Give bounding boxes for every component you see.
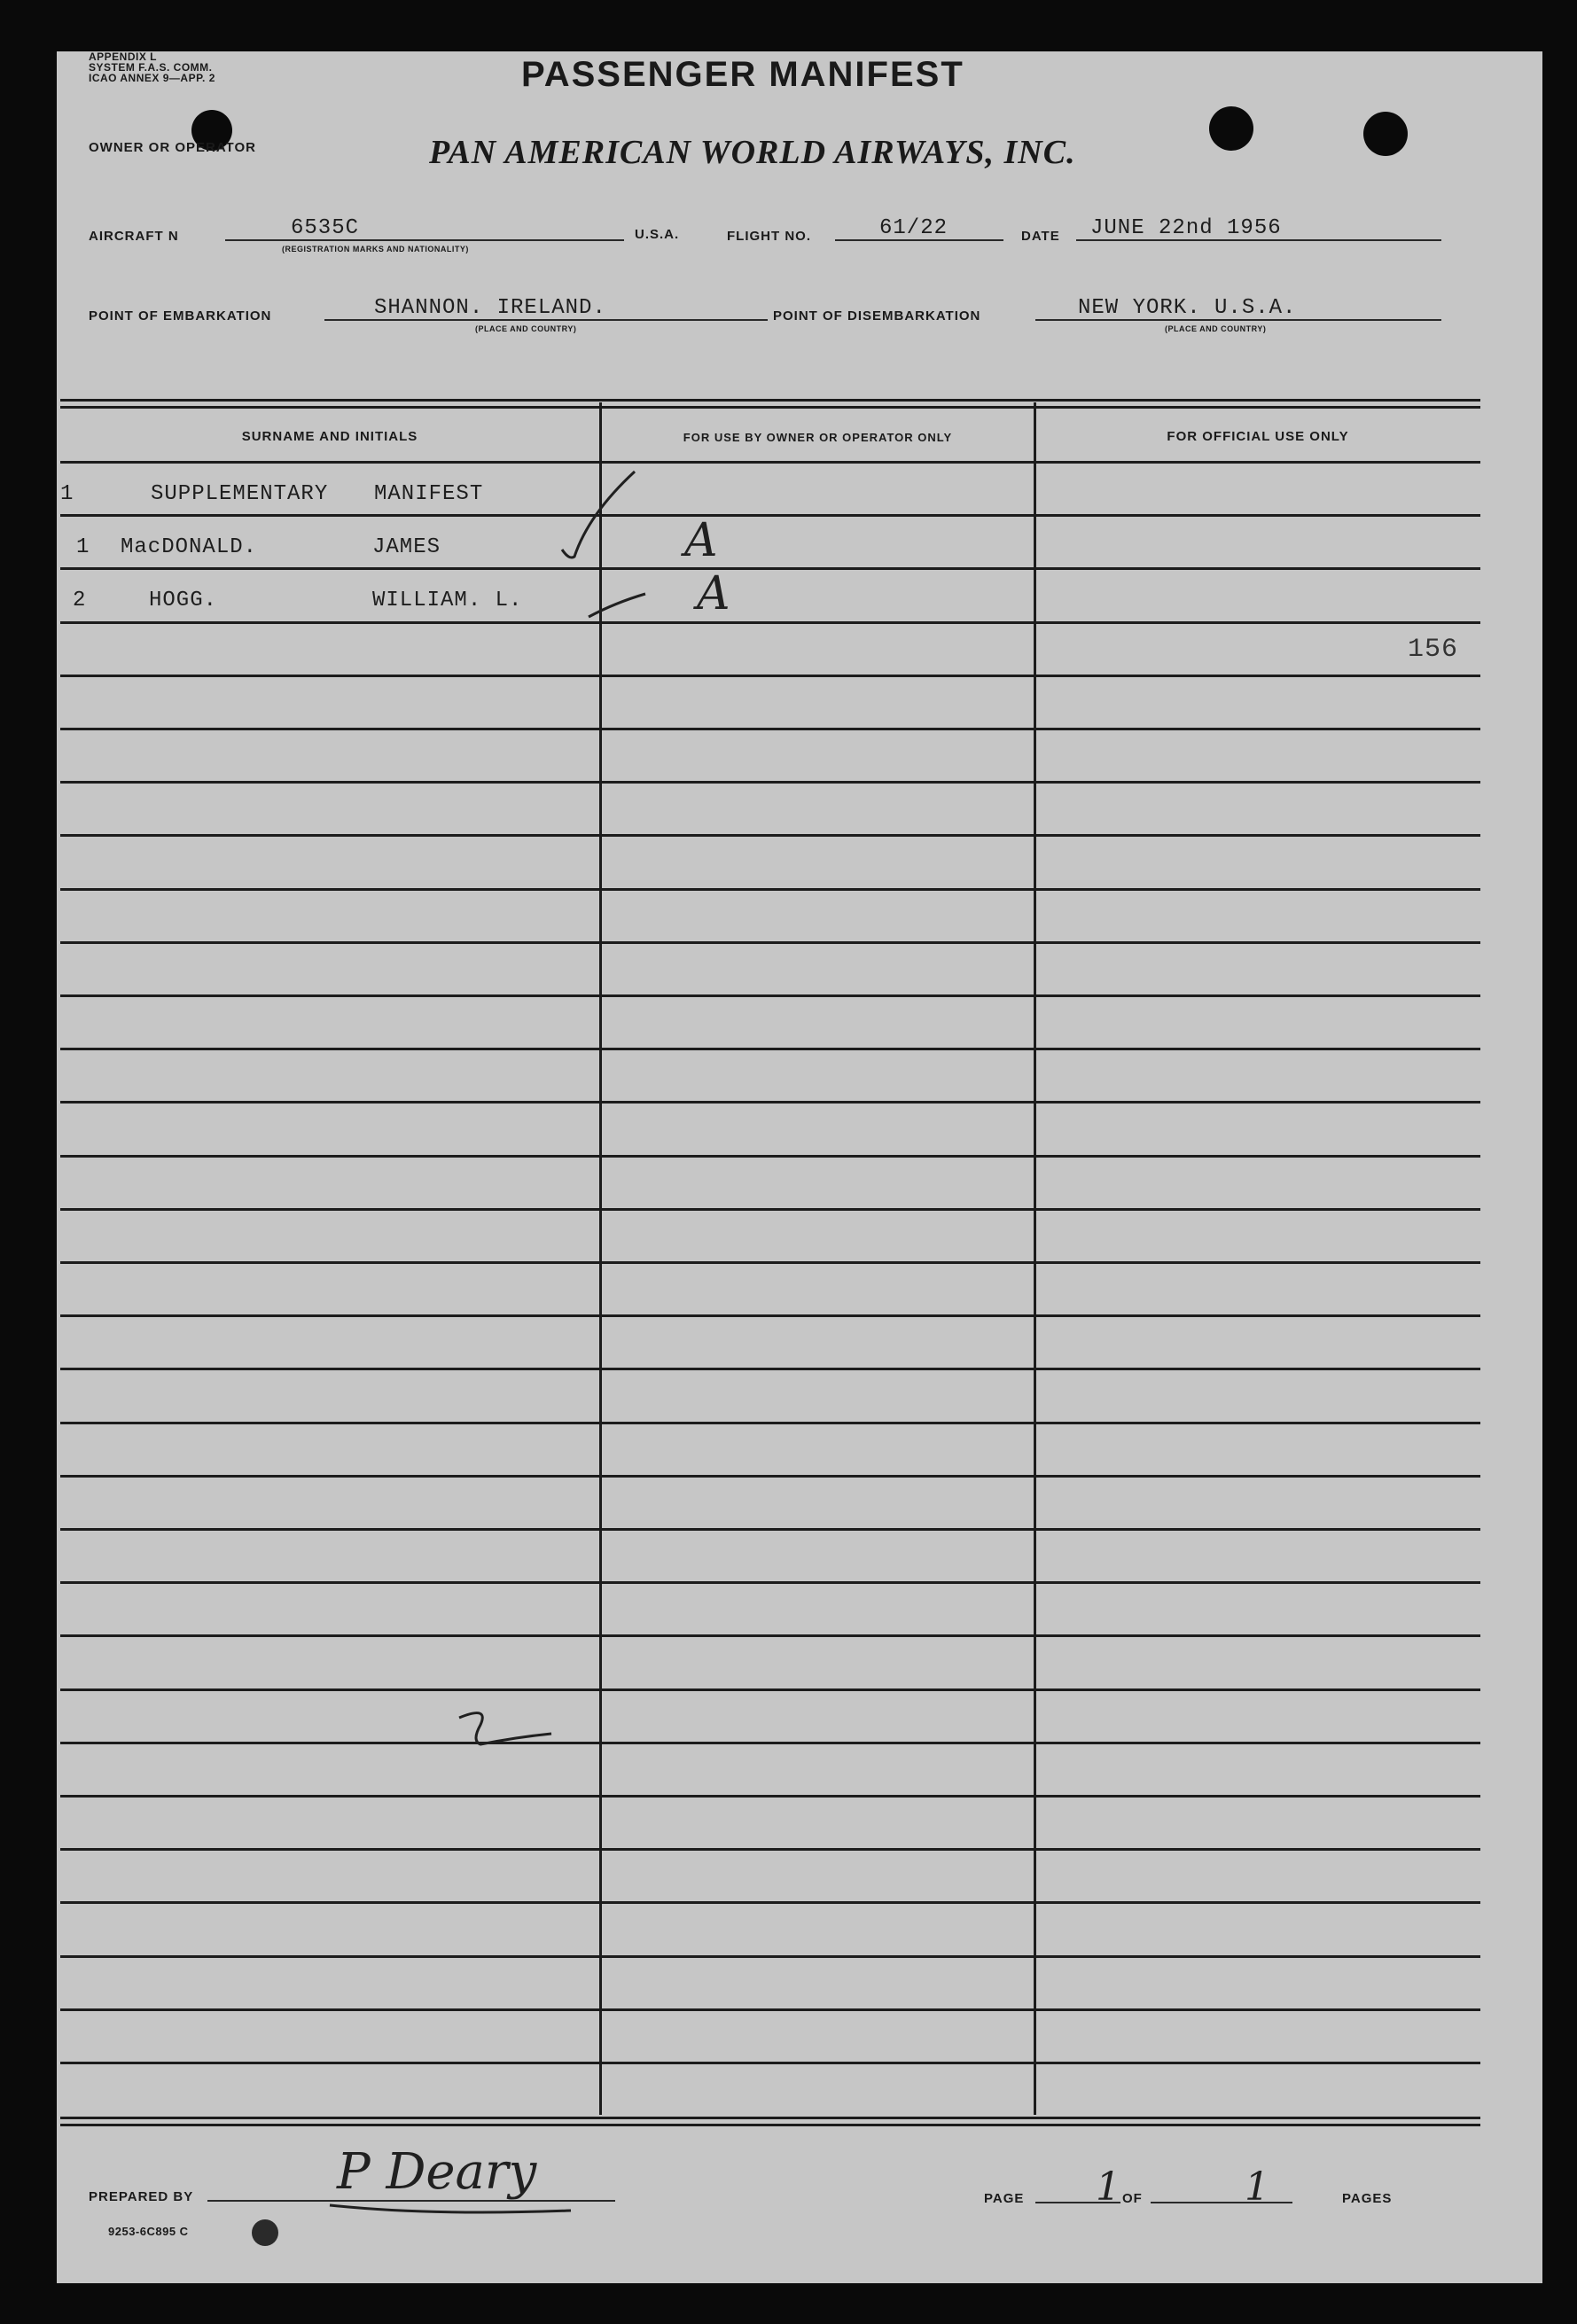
usa-label: U.S.A. — [635, 227, 680, 242]
table-top-rule — [60, 406, 1480, 409]
row-surname: MacDONALD. — [121, 535, 258, 559]
annex-reference — [89, 51, 215, 83]
table-rule-line — [60, 1742, 1480, 1744]
punch-hole — [1209, 106, 1253, 151]
row-surname: HOGG. — [149, 589, 218, 612]
table-rule-line — [60, 461, 1480, 464]
owner-label: OWNER OR OPERATOR — [89, 140, 256, 155]
row-number: 1 — [76, 535, 90, 559]
table-bottom-rule — [60, 2124, 1480, 2126]
table-rule-line — [60, 1688, 1480, 1691]
column-header-owner-use: FOR USE BY OWNER OR OPERATOR ONLY — [683, 431, 953, 444]
row-owner-mark: A — [697, 567, 730, 620]
table-rule-line — [60, 1261, 1480, 1264]
column-divider — [1034, 402, 1036, 2115]
table-rule-line — [60, 888, 1480, 891]
aircraft-value: 6535C — [291, 216, 360, 240]
column-header-surname: SURNAME AND INITIALS — [241, 429, 418, 444]
scribble-mark-icon — [454, 1702, 569, 1764]
table-rule-line — [60, 1528, 1480, 1531]
aircraft-sub: (REGISTRATION MARKS AND NATIONALITY) — [282, 245, 469, 253]
row-surname: SUPPLEMENTARY — [151, 482, 329, 506]
prepared-by-label: PREPARED BY — [89, 2189, 194, 2204]
manifest-sheet — [57, 51, 1542, 2283]
table-rule-line — [60, 781, 1480, 784]
table-rule-line — [60, 1955, 1480, 1958]
of-value: 1 — [1245, 2164, 1269, 2210]
flight-value: 61/22 — [879, 216, 949, 240]
table-rule-line — [60, 994, 1480, 997]
aircraft-label: AIRCRAFT N — [89, 229, 179, 244]
table-rule-line — [60, 621, 1480, 624]
table-rule-line — [60, 1634, 1480, 1637]
flight-label: FLIGHT NO. — [727, 229, 811, 244]
page-title: PASSENGER MANIFEST — [521, 55, 964, 94]
pages-label: PAGES — [1342, 2191, 1393, 2206]
page-label: PAGE — [984, 2191, 1025, 2206]
embarkation-value: SHANNON. IRELAND. — [374, 296, 606, 320]
table-rule-line — [60, 1795, 1480, 1798]
form-number: 9253-6C895 C — [108, 2225, 189, 2238]
row-owner-mark: A — [684, 514, 718, 567]
table-rule-line — [60, 941, 1480, 944]
date-label: DATE — [1021, 229, 1060, 244]
table-rule-line — [60, 1155, 1480, 1158]
union-label-icon — [252, 2219, 278, 2246]
table-rule-line — [60, 1048, 1480, 1050]
annex-line: ICAO ANNEX 9—APP. 2 — [89, 72, 215, 84]
of-label: OF — [1122, 2191, 1143, 2206]
table-rule-line — [60, 567, 1480, 570]
row-number: 1 — [60, 482, 74, 506]
table-rule-line — [60, 1901, 1480, 1904]
table-rule-line — [60, 675, 1480, 677]
page-value: 1 — [1096, 2164, 1120, 2210]
row-initials: JAMES — [372, 535, 441, 559]
aircraft-fill-line — [225, 239, 624, 241]
row-initials: WILLIAM. L. — [372, 589, 523, 612]
of-fill-line — [1151, 2202, 1292, 2203]
check-mark-icon — [553, 461, 660, 620]
table-top-rule — [60, 399, 1480, 402]
date-value: JUNE 22nd 1956 — [1090, 216, 1282, 240]
signature-underline-icon — [323, 2193, 589, 2228]
table-rule-line — [60, 1208, 1480, 1211]
table-bottom-rule — [60, 2117, 1480, 2119]
disembarkation-label: POINT OF DISEMBARKATION — [773, 308, 981, 324]
table-rule-line — [60, 834, 1480, 837]
annex-line: APPENDIX L — [89, 51, 158, 63]
table-rule-line — [60, 1475, 1480, 1478]
row-number: 2 — [73, 589, 87, 612]
disembarkation-sub: (PLACE AND COUNTRY) — [1165, 324, 1267, 333]
column-header-official-use: FOR OFFICIAL USE ONLY — [1167, 429, 1349, 444]
table-rule-line — [60, 1101, 1480, 1104]
column-divider — [599, 402, 602, 2115]
disembarkation-value: NEW YORK. U.S.A. — [1078, 296, 1297, 320]
table-rule-line — [60, 1848, 1480, 1851]
embarkation-sub: (PLACE AND COUNTRY) — [475, 324, 577, 333]
table-rule-line — [60, 2008, 1480, 2011]
table-rule-line — [60, 728, 1480, 730]
table-rule-line — [60, 1314, 1480, 1317]
table-rule-line — [60, 1422, 1480, 1424]
table-rule-line — [60, 1368, 1480, 1370]
embarkation-label: POINT OF EMBARKATION — [89, 308, 272, 324]
row-initials: MANIFEST — [374, 482, 484, 506]
table-rule-line — [60, 1581, 1480, 1584]
punch-hole — [1363, 112, 1408, 156]
page-count-note: 156 — [1408, 635, 1459, 665]
table-rule-line — [60, 514, 1480, 517]
owner-value: PAN AMERICAN WORLD AIRWAYS, INC. — [429, 134, 1076, 171]
table-rule-line — [60, 2062, 1480, 2064]
prepared-by-signature: P Deary — [337, 2143, 537, 2201]
annex-line: SYSTEM F.A.S. COMM. — [89, 61, 213, 74]
